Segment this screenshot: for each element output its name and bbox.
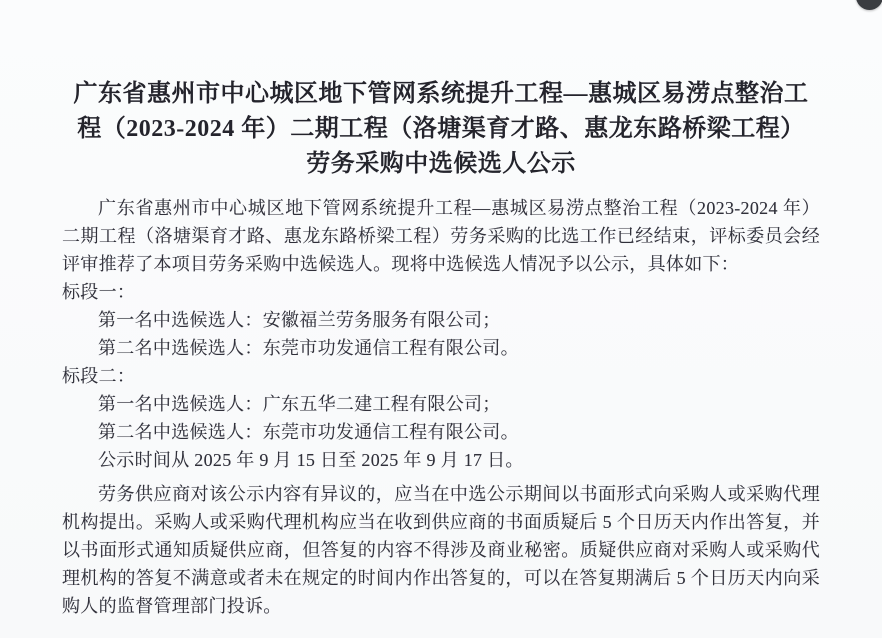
lot-1-candidate-2: 第二名中选候选人：东莞市功发通信工程有限公司。 [98,338,519,358]
document-title-line-1: 广东省惠州市中心城区地下管网系统提升工程—惠城区易涝点整治工 [73,81,809,107]
document-body [62,194,820,620]
announcement-document [62,77,820,620]
lot-2-candidate-2: 第二名中选候选人：东莞市功发通信工程有限公司。 [98,422,519,442]
lot-2-candidate-1: 第一名中选候选人：广东五华二建工程有限公司； [98,394,501,414]
publicity-period-line: 公示时间从 2025 年 9 月 15 日至 2025 年 9 月 17 日。 [98,450,524,470]
section-label-lot-1: 标段一： [62,282,136,302]
document-title-line-3: 劳务采购中选候选人公示 [306,151,576,177]
section-label-lot-2: 标段二： [62,366,136,386]
intro-paragraph: 广东省惠州市中心城区地下管网系统提升工程—惠城区易涝点整治工程（2023-2024 年）二期工程（洛塘渠育才路、惠龙东路桥梁工程）劳务采购的比选工作已经结束，评标委员会经评审推荐了本项目劳务采购中选候选人。现将中选候选人情况予以公示，具体如下： [62,198,820,274]
document-title-line-2: 程（2023-2024 年）二期工程（洛塘渠育才路、惠龙东路桥梁工程） [77,116,805,142]
lot-1-candidate-1: 第一名中选候选人：安徽福兰劳务服务有限公司； [98,310,501,330]
objection-paragraph: 劳务供应商对该公示内容有异议的，应当在中选公示期间以书面形式向采购人或采购代理机构提出。采购人或采购代理机构应当在收到供应商的书面质疑后 5 个日历天内作出答复，并以书面形式通知质疑供应商，但答复的内容不得涉及商业秘密。质疑供应商对采购人或采购代理机构的答复不满意或者未在规定的时间内作出答复的，可以在答复期满后 5 个日历天内向采购人的监督管理部门投诉。 [62,484,820,616]
document-title [62,77,820,182]
